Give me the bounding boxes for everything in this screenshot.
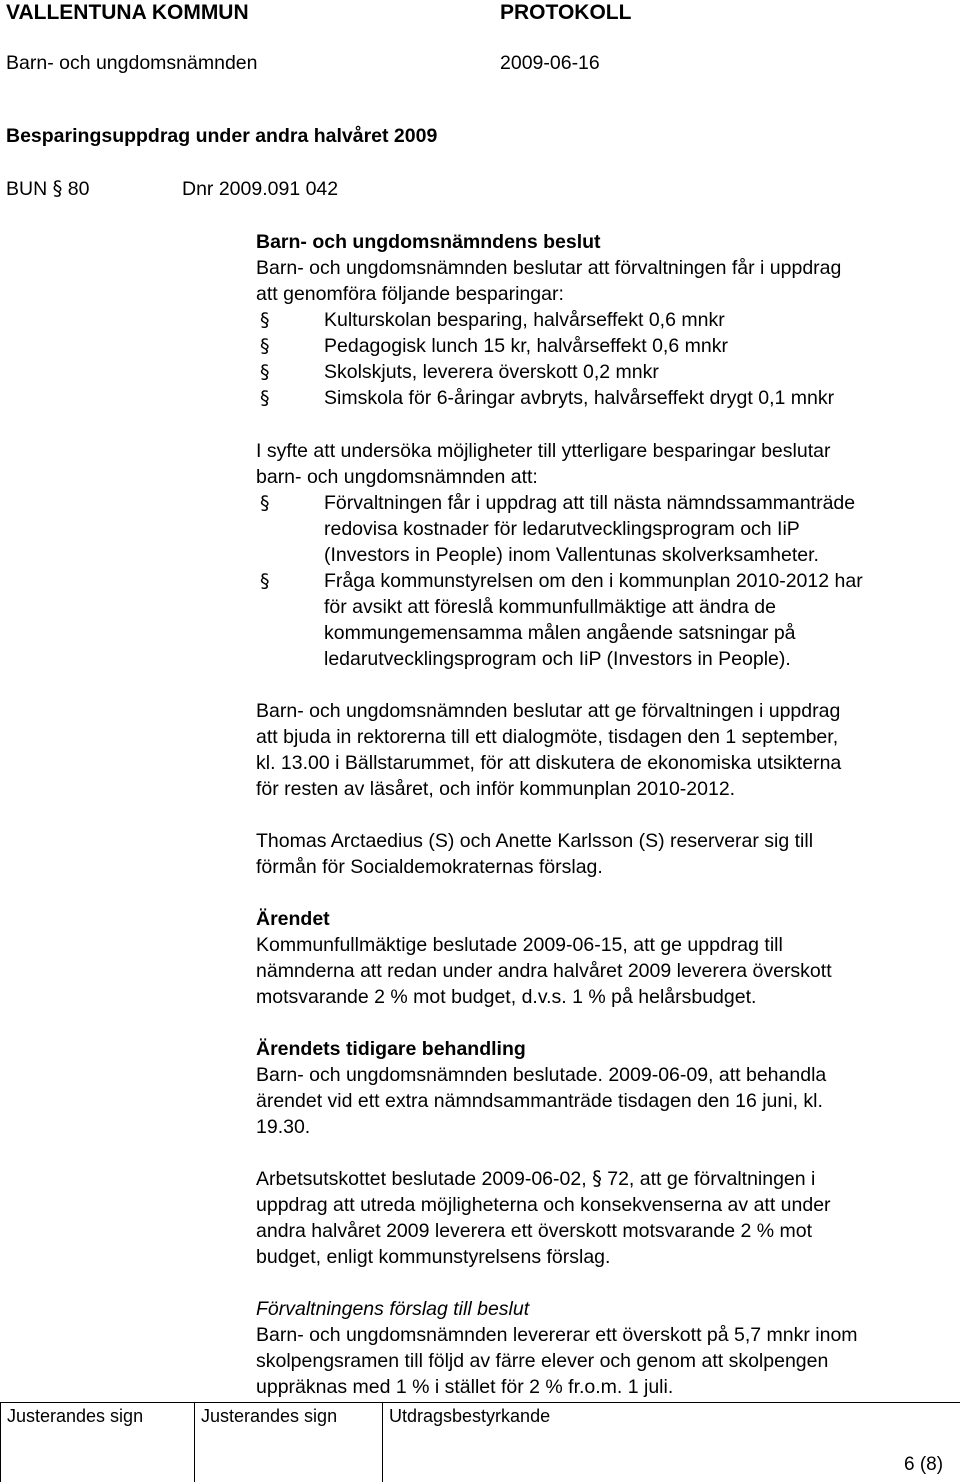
doc-type: PROTOKOLL: [500, 1, 632, 24]
page-number: 6 (8): [904, 1454, 944, 1475]
proposal-heading: Förvaltningens förslag till beslut: [256, 1298, 530, 1320]
sign-label-2: Justerandes sign: [201, 1406, 338, 1426]
list-item: § Simskola för 6-åringar avbryts, halvårseffekt drygt 0,1 mnkr: [260, 387, 835, 409]
section-sign-icon: §: [592, 1167, 602, 1190]
savings-list: [256, 307, 834, 411]
page-title: Besparingsuppdrag under andra halvåret 2009: [6, 125, 438, 147]
section-sign-icon: §: [260, 309, 270, 331]
sign-cell-2: [194, 1402, 383, 1482]
previous-paragraph-1: Barn- och ungdomsnämnden beslutade. 2009-06-09, att behandla ärendet vid ett extra nämndsammanträde tisdagen den 16 juni, kl. 19.30.: [256, 1064, 827, 1138]
proposal-paragraph: Barn- och ungdomsnämnden levererar ett överskott på 5,7 mnkr inom skolpengsramen till följd av färre elever och genom att skolpengen uppräknas med 1 % i stället för 2 % fr.o.m. 1 juli.: [256, 1324, 858, 1398]
further-intro: I syfte att undersöka möjligheter till ytterligare besparingar beslutar barn- och ungdomsnämnden att:: [256, 440, 831, 488]
decision-heading: Barn- och ungdomsnämndens beslut: [256, 231, 601, 253]
list-item: § Kulturskolan besparing, halvårseffekt 0,6 mnkr: [260, 309, 725, 331]
previous-heading: Ärendets tidigare behandling: [256, 1038, 526, 1060]
list-item: § Skolskjuts, leverera överskott 0,2 mnkr: [260, 361, 659, 383]
reservation-paragraph: Thomas Arctaedius (S) och Anette Karlsson (S) reserverar sig till förmån för Socialdemokraternas förslag.: [256, 830, 814, 878]
list-item: § Förvaltningen får i uppdrag att till nästa nämndssammanträde redovisa kostnader för ledarutvecklingsprogram och IiP (Investors in People) inom Vallentunas skolverksamheter.: [260, 492, 856, 566]
section-sign-icon: §: [260, 361, 270, 383]
meeting-date: 2009-06-16: [500, 52, 600, 74]
arendet-heading: Ärendet: [256, 908, 330, 930]
sign-cell-1: [0, 1402, 195, 1482]
arendet-paragraph: Kommunfullmäktige beslutade 2009-06-15, att ge uppdrag till nämnderna att redan under andra halvåret 2009 leverera överskott motsvarande 2 % mot budget, d.v.s. 1 % på helårsbudget.: [256, 934, 832, 1008]
org-name: VALLENTUNA KOMMUN: [6, 1, 249, 24]
sign-label-1: Justerandes sign: [7, 1406, 144, 1426]
section-sign-icon: §: [52, 177, 63, 200]
extract-label: Utdragsbestyrkande: [389, 1406, 551, 1426]
meeting-paragraph: Barn- och ungdomsnämnden beslutar att ge förvaltningen i uppdrag att bjuda in rektorerna till ett dialogmöte, tisdagen den 1 september, kl. 13.00 i Bällstarummet, för att diskutera de ekonomiska utsikterna för resten av läsåret, och inför kommunplan 2010-2012.: [256, 700, 842, 800]
bun-number: 80: [67, 178, 90, 200]
extract-cell: [382, 1402, 960, 1482]
section-sign-icon: §: [260, 492, 270, 514]
decision-intro-line: att genomföra följande besparingar:: [256, 283, 564, 305]
case-reference: [6, 176, 89, 202]
decision-intro-line: Barn- och ungdomsnämnden beslutar att förvaltningen får i uppdrag: [256, 257, 842, 279]
signature-footer: [0, 1402, 960, 1482]
section-sign-icon: §: [260, 335, 270, 357]
decision-intro: [256, 255, 956, 307]
list-item: § Pedagogisk lunch 15 kr, halvårseffekt 0,6 mnkr: [260, 335, 728, 357]
committee-name: Barn- och ungdomsnämnden: [6, 52, 258, 74]
further-list: [256, 490, 863, 672]
section-sign-icon: §: [260, 570, 270, 592]
list-item: § Fråga kommunstyrelsen om den i kommunplan 2010-2012 har för avsikt att föreslå kommunfullmäktige att ändra de kommungemensamma målen angående satsningar på ledarutvecklingsprogram och IiP (Investors in People).: [260, 570, 863, 670]
dnr-number: Dnr 2009.091 042: [182, 178, 339, 200]
previous-paragraph-2: Arbetsutskottet beslutade 2009-06-02, § 72, att ge förvaltningen i uppdrag att utreda möjligheterna och konsekvenserna av att under andra halvåret 2009 leverera ett överskott motsvarande 2 % mot budget, enligt kommunstyrelsens förslag.: [256, 1167, 831, 1268]
section-sign-icon: §: [260, 387, 270, 409]
bun-label: BUN: [6, 178, 48, 200]
